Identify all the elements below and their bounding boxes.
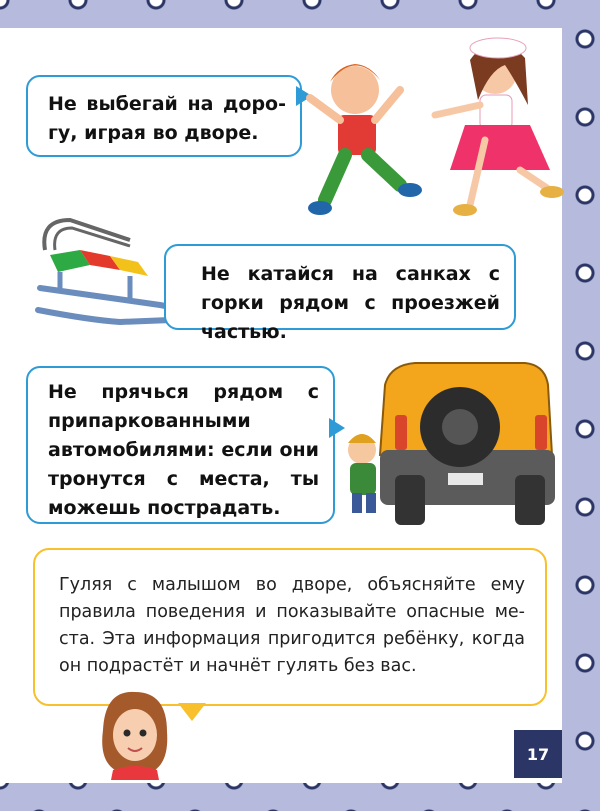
rule-bubble-sledding xyxy=(164,244,516,343)
note-tail xyxy=(178,703,206,721)
rule-text-sledding: Не катайся на санках с горки рядом с проезжей частью. xyxy=(201,263,500,343)
sled-illustration xyxy=(20,210,180,330)
parent-advice-text: Гуляя с малышом во дворе, объясняйте ему правила поведения и показывайте опасные места. Эта информация пригодится ребёнку, когда он подрастёт и начнёт гулять без вас. xyxy=(59,575,525,676)
woman-avatar-illustration xyxy=(95,690,175,780)
rule-text-parked-cars: Не прячься рядом с припаркованными автомобилями: если они тронутся с места, ты можешь пострадать. xyxy=(48,381,319,519)
rule-bubble-parked-cars xyxy=(26,366,335,524)
parked-car-illustration xyxy=(340,355,560,530)
running-children-illustration xyxy=(300,20,570,230)
rule-text-road: Не выбегай на дорогу, играя во дворе. xyxy=(48,93,286,144)
page-number-badge xyxy=(514,730,562,778)
parent-advice-box xyxy=(33,548,547,706)
page-number: 17 xyxy=(526,744,550,764)
rule-bubble-road xyxy=(26,75,302,157)
